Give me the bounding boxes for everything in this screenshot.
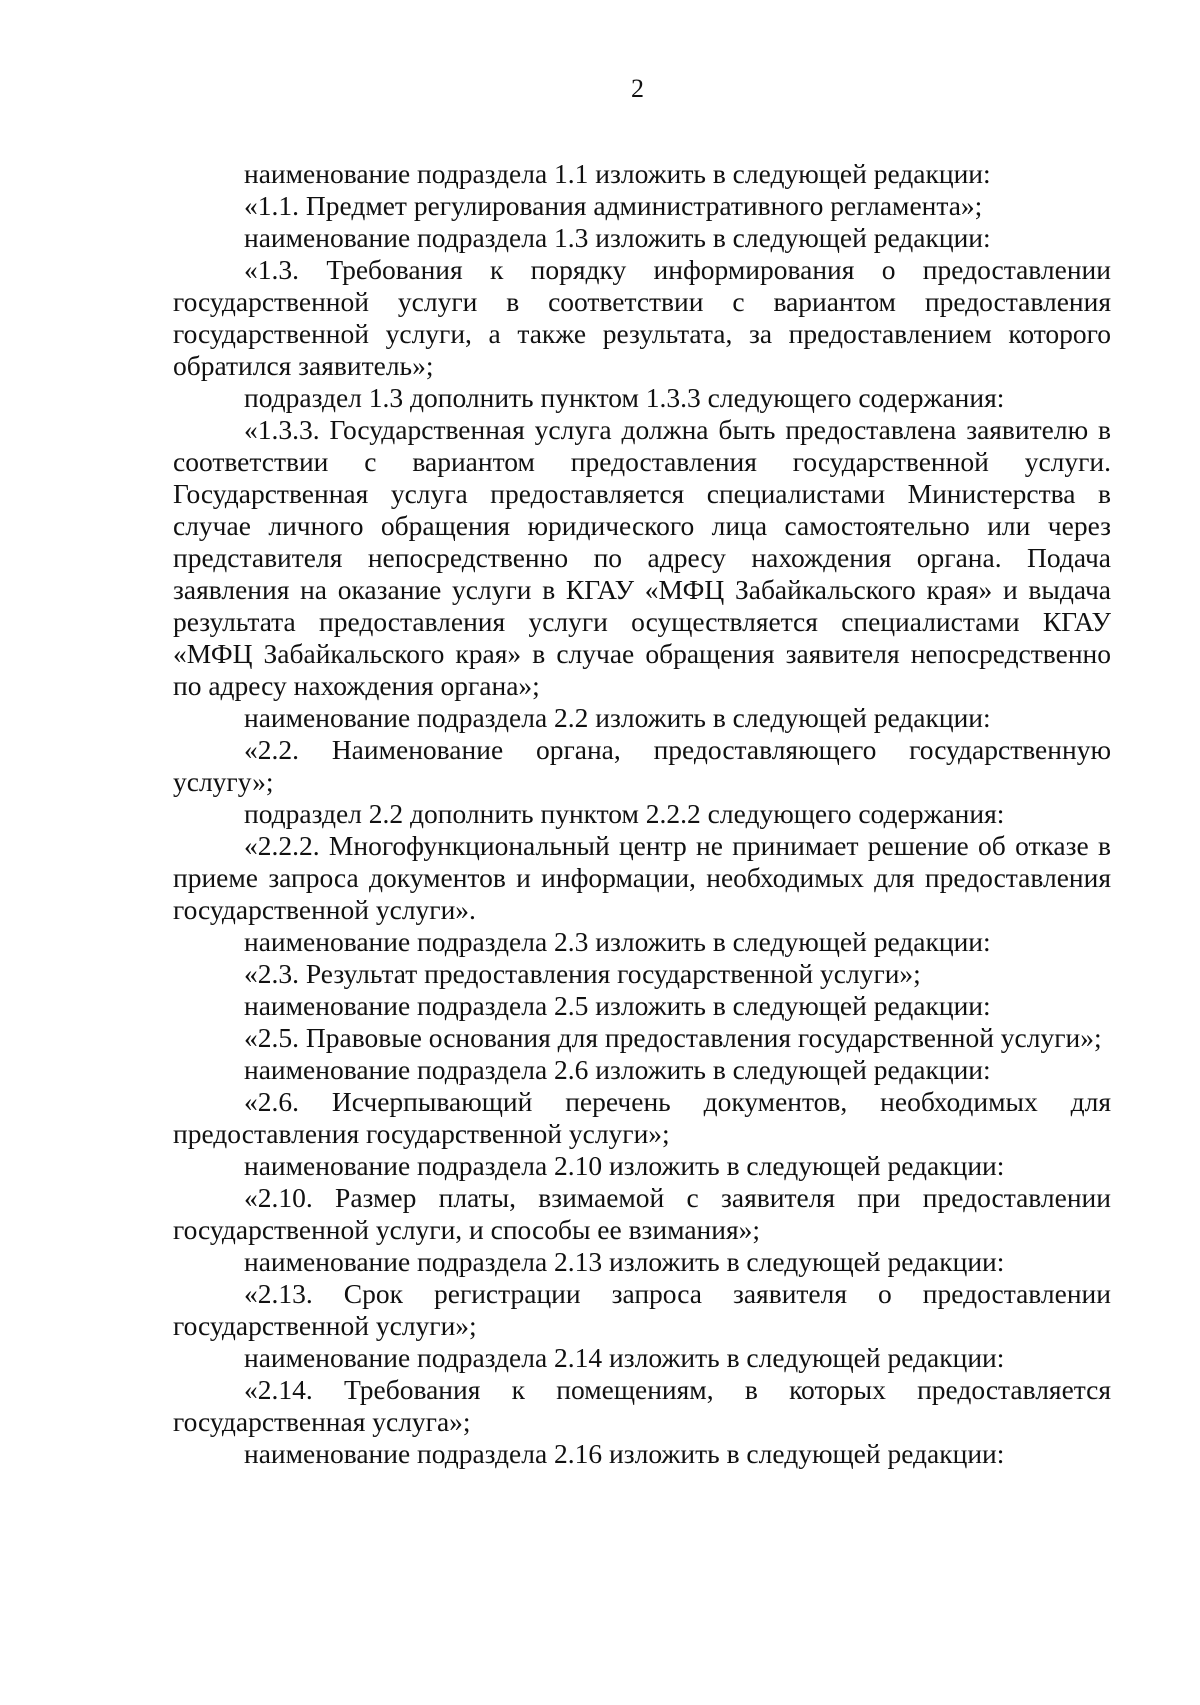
- document-body: [173, 158, 1111, 1470]
- paragraph: наименование подраздела 2.3 изложить в следующей редакции:: [244, 926, 991, 957]
- paragraph: «2.3. Результат предоставления государственной услуги»;: [244, 958, 921, 989]
- paragraph: «1.3. Требования к порядку информирования о предоставлении государственной услуги в соответствии с вариантом предоставления государственной услуги, а также результата, за предоставлением которого обратился заявитель»;: [173, 254, 1111, 381]
- paragraph: подраздел 1.3 дополнить пунктом 1.3.3 следующего содержания:: [244, 382, 1005, 413]
- page-number: 2: [631, 74, 644, 103]
- paragraph: наименование подраздела 2.16 изложить в следующей редакции:: [244, 1438, 1005, 1469]
- paragraph: «2.10. Размер платы, взимаемой с заявителя при предоставлении государственной услуги, и способы ее взимания»;: [173, 1182, 1111, 1245]
- paragraph: наименование подраздела 2.10 изложить в следующей редакции:: [244, 1150, 1005, 1181]
- paragraph: «1.1. Предмет регулирования административного регламента»;: [244, 190, 983, 221]
- paragraph: наименование подраздела 1.1 изложить в следующей редакции:: [244, 158, 991, 189]
- paragraph: наименование подраздела 1.3 изложить в следующей редакции:: [244, 222, 991, 253]
- paragraph: подраздел 2.2 дополнить пунктом 2.2.2 следующего содержания:: [244, 798, 1005, 829]
- paragraph: наименование подраздела 2.2 изложить в следующей редакции:: [244, 702, 991, 733]
- paragraph: «2.6. Исчерпывающий перечень документов, необходимых для предоставления государственной услуги»;: [173, 1086, 1111, 1149]
- paragraph: «2.13. Срок регистрации запроса заявителя о предоставлении государственной услуги»;: [173, 1278, 1111, 1341]
- paragraph: «1.3.3. Государственная услуга должна быть предоставлена заявителю в соответствии с вариантом предоставления государственной услуги. Государственная услуга предоставляется специалистами Министерства в случае личного обращения юридического лица самостоятельно или через представителя непосредственно по адресу нахождения органа. Подача заявления на оказание услуги в КГАУ «МФЦ Забайкальского края» и выдача результата предоставления услуги осуществляется специалистами КГАУ «МФЦ Забайкальского края» в случае обращения заявителя непосредственно по адресу нахождения органа»;: [173, 414, 1111, 701]
- paragraph: наименование подраздела 2.13 изложить в следующей редакции:: [244, 1246, 1005, 1277]
- paragraph: наименование подраздела 2.5 изложить в следующей редакции:: [244, 990, 991, 1021]
- paragraph: наименование подраздела 2.14 изложить в следующей редакции:: [244, 1342, 1005, 1373]
- paragraph: «2.2.2. Многофункциональный центр не принимает решение об отказе в приеме запроса документов и информации, необходимых для предоставления государственной услуги».: [173, 830, 1111, 925]
- paragraph: «2.14. Требования к помещениям, в которых предоставляется государственная услуга»;: [173, 1374, 1111, 1437]
- paragraph: «2.2. Наименование органа, предоставляющего государственную услугу»;: [173, 734, 1111, 797]
- paragraph: «2.5. Правовые основания для предоставления государственной услуги»;: [244, 1022, 1102, 1053]
- paragraph: наименование подраздела 2.6 изложить в следующей редакции:: [244, 1054, 991, 1085]
